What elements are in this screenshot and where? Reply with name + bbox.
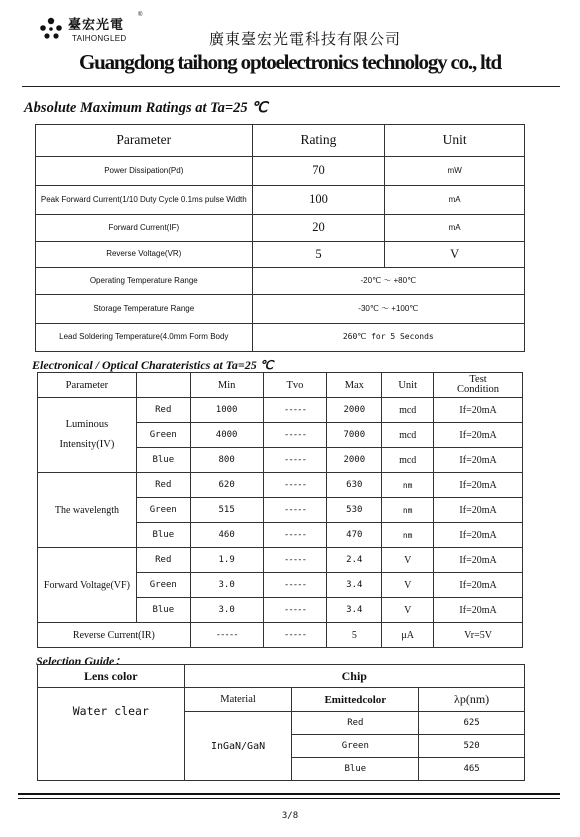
page-number: 3/8 <box>281 811 299 821</box>
table-row <box>36 157 525 186</box>
condition-cell: If=20mA <box>434 473 523 498</box>
unit-cell: V <box>382 548 434 573</box>
span-value-cell: -20℃ ～ +80℃ <box>252 268 524 295</box>
table-row <box>38 548 523 573</box>
header-max: Max <box>327 373 382 398</box>
company-name-chinese: 廣東臺宏光電科技有限公司 <box>208 30 401 48</box>
typ-cell: ----- <box>263 623 327 648</box>
color-cell: Red <box>136 398 190 423</box>
material-header: Material <box>184 688 292 712</box>
emitted-color-cell: Blue <box>292 758 419 781</box>
table-row <box>36 242 525 268</box>
typ-cell: ----- <box>263 498 327 523</box>
max-cell: 630 <box>327 473 382 498</box>
header-unit: Unit <box>385 125 525 157</box>
forward-voltage-label: Forward Voltage(VF) <box>38 548 137 623</box>
max-cell: 2000 <box>327 448 382 473</box>
typ-cell: ----- <box>263 523 327 548</box>
min-cell: 800 <box>190 448 263 473</box>
header-typ: Tvo <box>263 373 327 398</box>
param-cell: Forward Current(IF) <box>36 215 253 242</box>
max-cell: 7000 <box>327 423 382 448</box>
lens-color-header: Lens color <box>38 665 185 688</box>
table-row <box>36 268 525 295</box>
logo-english-text: TAIHONGLED <box>72 34 127 43</box>
color-cell: Red <box>136 473 190 498</box>
min-cell: 515 <box>190 498 263 523</box>
color-cell: Green <box>136 423 190 448</box>
unit-cell: mA <box>385 186 525 215</box>
logo-chinese-text: 臺宏光電 <box>68 18 125 33</box>
typ-cell: ----- <box>263 598 327 623</box>
unit-cell: mW <box>385 157 525 186</box>
lambda-cell: 625 <box>419 712 525 735</box>
span-value-cell: 260℃ for 5 Seconds <box>252 324 524 352</box>
condition-cell: If=20mA <box>434 523 523 548</box>
header-parameter: Parameter <box>38 373 137 398</box>
min-cell: ----- <box>190 623 263 648</box>
header-divider <box>22 86 560 87</box>
param-cell: Reverse Voltage(VR) <box>36 242 253 268</box>
max-cell: 5 <box>327 623 382 648</box>
table-row <box>38 398 523 423</box>
max-cell: 3.4 <box>327 598 382 623</box>
table-row <box>36 186 525 215</box>
condition-cell: If=20mA <box>434 573 523 598</box>
table-header-row <box>38 665 525 688</box>
abs-max-title: Absolute Maximum Ratings at Ta=25 ℃ <box>24 100 268 116</box>
table-subheader-row <box>38 688 525 712</box>
unit-cell: nm <box>382 498 434 523</box>
condition-cell: Vr=5V <box>434 623 523 648</box>
unit-cell: mcd <box>382 398 434 423</box>
header-parameter: Parameter <box>36 125 253 157</box>
max-cell: 3.4 <box>327 573 382 598</box>
selection-guide-text: Selection Guide <box>36 654 115 668</box>
label-line-1: Luminous <box>65 419 109 431</box>
lambda-cell: 465 <box>419 758 525 781</box>
param-cell: Power Dissipation(Pd) <box>36 157 253 186</box>
typ-cell: ----- <box>263 573 327 598</box>
min-cell: 1.9 <box>190 548 263 573</box>
table-header-row <box>36 125 525 157</box>
header-color <box>136 373 190 398</box>
registered-mark: ® <box>138 12 143 18</box>
header-test-line: Test <box>469 373 487 385</box>
table-row <box>38 473 523 498</box>
wavelength-label: The wavelength <box>38 473 137 548</box>
header-unit: Unit <box>382 373 434 398</box>
label-line-2: Intensity(IV) <box>59 439 115 450</box>
unit-cell: mA <box>385 215 525 242</box>
max-cell: 2000 <box>327 398 382 423</box>
unit-cell: V <box>382 598 434 623</box>
condition-cell: If=20mA <box>434 498 523 523</box>
footer-divider-thick <box>18 793 560 795</box>
color-cell: Blue <box>136 598 190 623</box>
max-cell: 530 <box>327 498 382 523</box>
typ-cell: ----- <box>263 423 327 448</box>
lambda-cell: 520 <box>419 735 525 758</box>
min-cell: 3.0 <box>190 573 263 598</box>
min-cell: 4000 <box>190 423 263 448</box>
condition-cell: If=20mA <box>434 423 523 448</box>
param-cell: Peak Forward Current(1/10 Duty Cycle 0.1ms pulse Width <box>36 186 253 215</box>
min-cell: 460 <box>190 523 263 548</box>
table-row <box>36 215 525 242</box>
emitted-color-header: Emittedcolor <box>292 688 419 712</box>
color-cell: Blue <box>136 523 190 548</box>
unit-cell: V <box>385 242 525 268</box>
selection-guide-table <box>37 664 525 781</box>
header-condition-line: Condition <box>457 384 500 395</box>
min-cell: 1000 <box>190 398 263 423</box>
min-cell: 620 <box>190 473 263 498</box>
typ-cell: ----- <box>263 473 327 498</box>
rating-cell: 70 <box>252 157 385 186</box>
color-cell: Blue <box>136 448 190 473</box>
typ-cell: ----- <box>263 398 327 423</box>
color-cell: Green <box>136 498 190 523</box>
unit-cell: mcd <box>382 448 434 473</box>
elec-optical-title: Electronical / Optical Charateristics at Ta=25 ℃ <box>32 358 274 372</box>
emitted-color-cell: Red <box>292 712 419 735</box>
table-row <box>36 324 525 352</box>
reverse-current-label: Reverse Current(IR) <box>38 623 191 648</box>
unit-cell: μA <box>382 623 434 648</box>
header-min: Min <box>190 373 263 398</box>
span-value-cell: -30℃ ～ +100℃ <box>252 295 524 324</box>
typ-cell: ----- <box>263 548 327 573</box>
color-cell: Green <box>136 573 190 598</box>
material-value: InGaN/GaN <box>184 712 292 781</box>
abs-max-table <box>35 124 525 352</box>
elec-optical-table <box>37 372 523 648</box>
unit-cell: nm <box>382 523 434 548</box>
param-cell: Lead Soldering Temperature(4.0mm Form Body <box>36 324 253 352</box>
condition-cell: If=20mA <box>434 448 523 473</box>
condition-cell: If=20mA <box>434 598 523 623</box>
param-cell: Storage Temperature Range <box>36 295 253 324</box>
table-row <box>38 623 523 648</box>
luminous-intensity-label <box>38 398 137 473</box>
color-cell: Red <box>136 548 190 573</box>
lambda-header: λp(nm) <box>419 688 525 712</box>
chip-header: Chip <box>184 665 524 688</box>
table-header-row <box>38 373 523 398</box>
company-name-english: Guangdong taihong optoelectronics technology co., ltd <box>79 50 501 74</box>
unit-cell: V <box>382 573 434 598</box>
max-cell: 2.4 <box>327 548 382 573</box>
typ-cell: ----- <box>263 448 327 473</box>
selection-guide-colon: ： <box>114 654 127 668</box>
header-rating: Rating <box>252 125 385 157</box>
param-cell: Operating Temperature Range <box>36 268 253 295</box>
condition-cell: If=20mA <box>434 398 523 423</box>
emitted-color-cell: Green <box>292 735 419 758</box>
rating-cell: 100 <box>252 186 385 215</box>
condition-cell: If=20mA <box>434 548 523 573</box>
unit-cell: nm <box>382 473 434 498</box>
rating-cell: 5 <box>252 242 385 268</box>
header-test-condition <box>434 373 523 398</box>
footer-divider-thin <box>18 798 560 799</box>
table-row <box>36 295 525 324</box>
lens-color-value: Water clear <box>38 688 185 781</box>
min-cell: 3.0 <box>190 598 263 623</box>
rating-cell: 20 <box>252 215 385 242</box>
unit-cell: mcd <box>382 423 434 448</box>
max-cell: 470 <box>327 523 382 548</box>
